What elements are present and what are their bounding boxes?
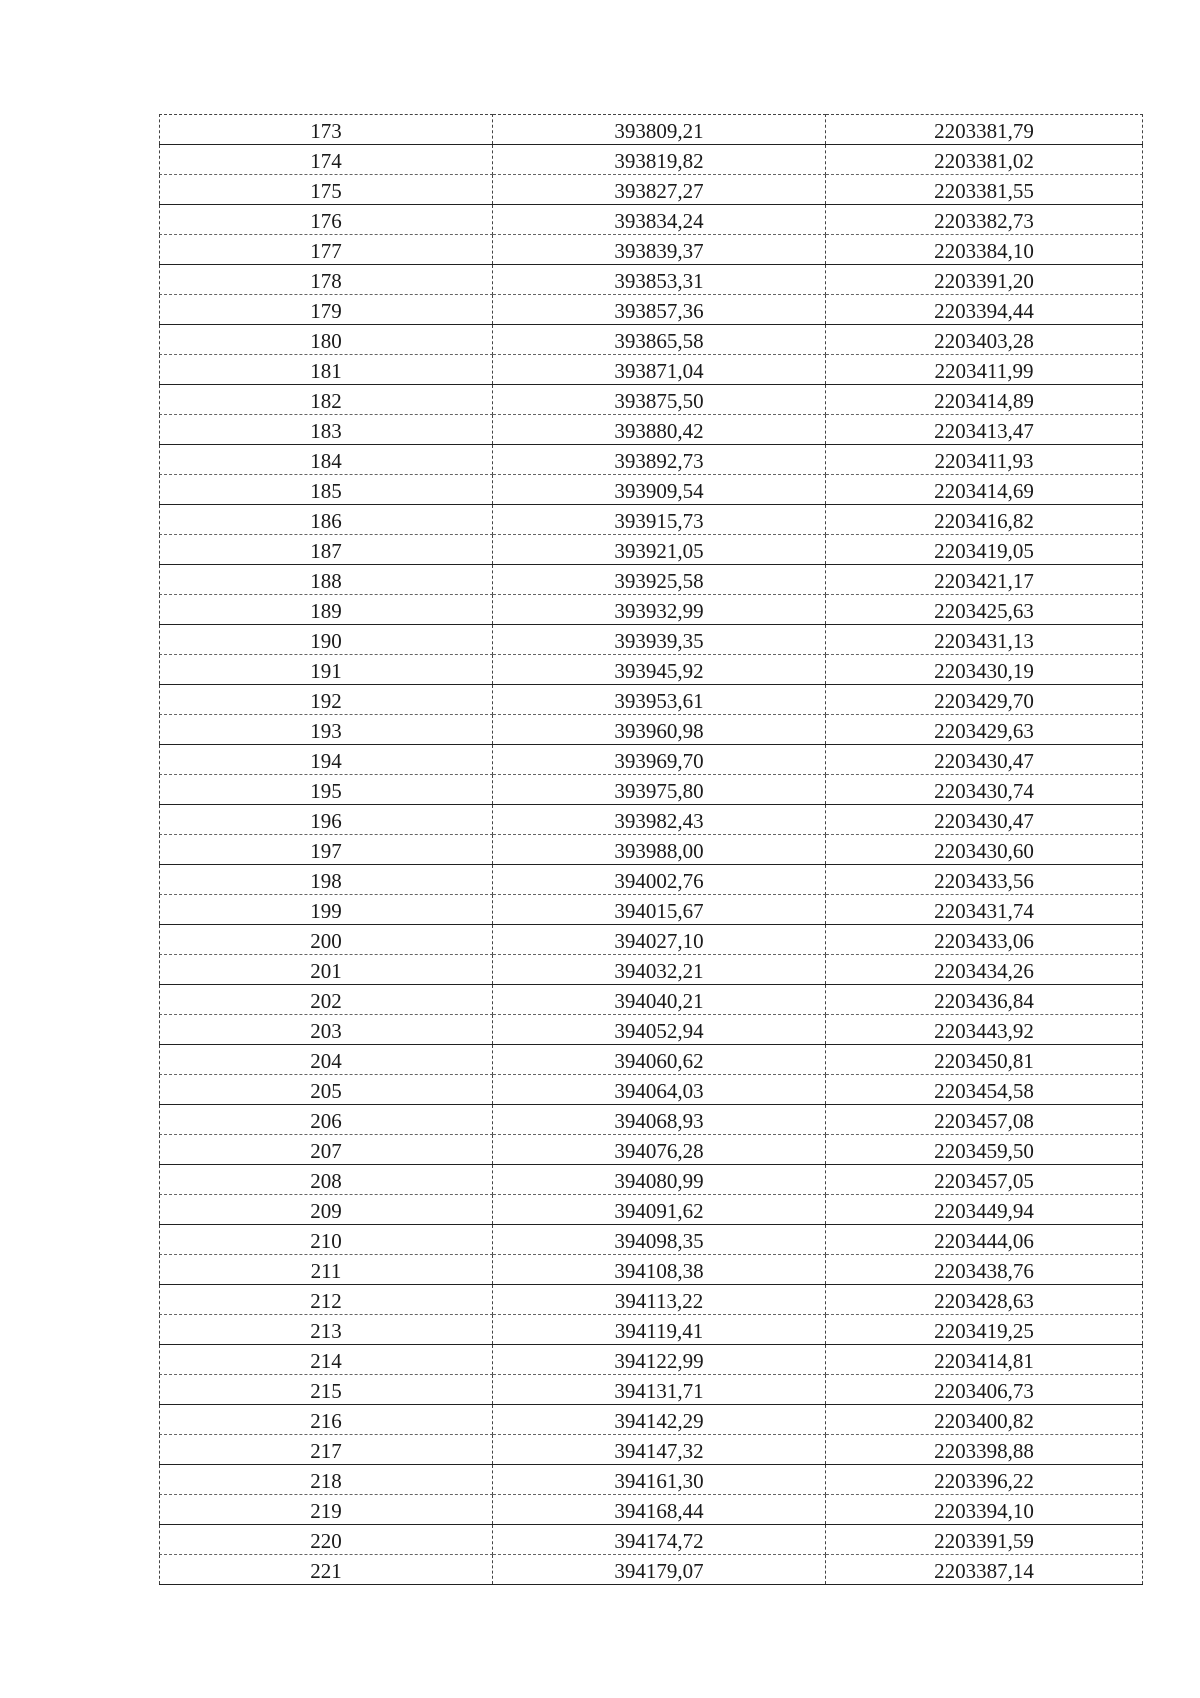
table-row [160, 925, 1143, 955]
x-coordinate-cell: 394142,29 [493, 1405, 826, 1435]
table-row [160, 205, 1143, 235]
point-number-cell: 198 [160, 865, 493, 895]
table-row [160, 535, 1143, 565]
point-number-cell: 221 [160, 1555, 493, 1585]
y-coordinate-cell: 2203430,19 [826, 655, 1143, 685]
y-coordinate-cell: 2203414,81 [826, 1345, 1143, 1375]
x-coordinate-cell: 394068,93 [493, 1105, 826, 1135]
y-coordinate-cell: 2203429,63 [826, 715, 1143, 745]
point-number-cell: 219 [160, 1495, 493, 1525]
y-coordinate-cell: 2203394,44 [826, 295, 1143, 325]
y-coordinate-cell: 2203400,82 [826, 1405, 1143, 1435]
y-coordinate-cell: 2203433,56 [826, 865, 1143, 895]
y-coordinate-cell: 2203406,73 [826, 1375, 1143, 1405]
table-row [160, 715, 1143, 745]
table-row [160, 505, 1143, 535]
x-coordinate-cell: 394098,35 [493, 1225, 826, 1255]
y-coordinate-cell: 2203449,94 [826, 1195, 1143, 1225]
y-coordinate-cell: 2203381,55 [826, 175, 1143, 205]
y-coordinate-cell: 2203430,60 [826, 835, 1143, 865]
point-number-cell: 176 [160, 205, 493, 235]
x-coordinate-cell: 394161,30 [493, 1465, 826, 1495]
point-number-cell: 188 [160, 565, 493, 595]
point-number-cell: 203 [160, 1015, 493, 1045]
table-row [160, 685, 1143, 715]
y-coordinate-cell: 2203428,63 [826, 1285, 1143, 1315]
point-number-cell: 177 [160, 235, 493, 265]
x-coordinate-cell: 394015,67 [493, 895, 826, 925]
point-number-cell: 185 [160, 475, 493, 505]
point-number-cell: 193 [160, 715, 493, 745]
table-row [160, 475, 1143, 505]
y-coordinate-cell: 2203431,74 [826, 895, 1143, 925]
table-row [160, 295, 1143, 325]
table-row [160, 1435, 1143, 1465]
x-coordinate-cell: 393865,58 [493, 325, 826, 355]
y-coordinate-cell: 2203414,89 [826, 385, 1143, 415]
point-number-cell: 218 [160, 1465, 493, 1495]
table-row [160, 325, 1143, 355]
x-coordinate-cell: 394179,07 [493, 1555, 826, 1585]
x-coordinate-cell: 393827,27 [493, 175, 826, 205]
table-row [160, 1495, 1143, 1525]
point-number-cell: 173 [160, 115, 493, 145]
x-coordinate-cell: 393809,21 [493, 115, 826, 145]
point-number-cell: 182 [160, 385, 493, 415]
coordinates-table-body [160, 115, 1143, 1585]
point-number-cell: 180 [160, 325, 493, 355]
y-coordinate-cell: 2203416,82 [826, 505, 1143, 535]
table-row [160, 655, 1143, 685]
table-row [160, 445, 1143, 475]
table-row [160, 955, 1143, 985]
y-coordinate-cell: 2203403,28 [826, 325, 1143, 355]
table-row [160, 1555, 1143, 1585]
x-coordinate-cell: 394174,72 [493, 1525, 826, 1555]
x-coordinate-cell: 393857,36 [493, 295, 826, 325]
x-coordinate-cell: 393945,92 [493, 655, 826, 685]
x-coordinate-cell: 393988,00 [493, 835, 826, 865]
point-number-cell: 220 [160, 1525, 493, 1555]
x-coordinate-cell: 394091,62 [493, 1195, 826, 1225]
point-number-cell: 216 [160, 1405, 493, 1435]
table-row [160, 235, 1143, 265]
table-row [160, 145, 1143, 175]
table-row [160, 355, 1143, 385]
table-row [160, 1225, 1143, 1255]
point-number-cell: 192 [160, 685, 493, 715]
point-number-cell: 210 [160, 1225, 493, 1255]
x-coordinate-cell: 394119,41 [493, 1315, 826, 1345]
table-row [160, 1255, 1143, 1285]
point-number-cell: 178 [160, 265, 493, 295]
point-number-cell: 189 [160, 595, 493, 625]
table-row [160, 595, 1143, 625]
y-coordinate-cell: 2203419,25 [826, 1315, 1143, 1345]
table-row [160, 745, 1143, 775]
x-coordinate-cell: 393839,37 [493, 235, 826, 265]
y-coordinate-cell: 2203413,47 [826, 415, 1143, 445]
table-row [160, 805, 1143, 835]
x-coordinate-cell: 394064,03 [493, 1075, 826, 1105]
table-row [160, 1285, 1143, 1315]
y-coordinate-cell: 2203381,79 [826, 115, 1143, 145]
x-coordinate-cell: 394108,38 [493, 1255, 826, 1285]
point-number-cell: 211 [160, 1255, 493, 1285]
point-number-cell: 187 [160, 535, 493, 565]
x-coordinate-cell: 393909,54 [493, 475, 826, 505]
point-number-cell: 217 [160, 1435, 493, 1465]
table-row [160, 1195, 1143, 1225]
y-coordinate-cell: 2203381,02 [826, 145, 1143, 175]
y-coordinate-cell: 2203430,47 [826, 745, 1143, 775]
x-coordinate-cell: 394131,71 [493, 1375, 826, 1405]
table-row [160, 1045, 1143, 1075]
x-coordinate-cell: 394002,76 [493, 865, 826, 895]
table-row [160, 265, 1143, 295]
x-coordinate-cell: 393969,70 [493, 745, 826, 775]
y-coordinate-cell: 2203431,13 [826, 625, 1143, 655]
table-row [160, 1375, 1143, 1405]
point-number-cell: 186 [160, 505, 493, 535]
point-number-cell: 175 [160, 175, 493, 205]
y-coordinate-cell: 2203436,84 [826, 985, 1143, 1015]
point-number-cell: 207 [160, 1135, 493, 1165]
y-coordinate-cell: 2203457,05 [826, 1165, 1143, 1195]
table-row [160, 565, 1143, 595]
x-coordinate-cell: 393960,98 [493, 715, 826, 745]
y-coordinate-cell: 2203391,59 [826, 1525, 1143, 1555]
y-coordinate-cell: 2203459,50 [826, 1135, 1143, 1165]
point-number-cell: 199 [160, 895, 493, 925]
point-number-cell: 191 [160, 655, 493, 685]
point-number-cell: 190 [160, 625, 493, 655]
y-coordinate-cell: 2203382,73 [826, 205, 1143, 235]
y-coordinate-cell: 2203430,47 [826, 805, 1143, 835]
table-row [160, 1015, 1143, 1045]
y-coordinate-cell: 2203411,93 [826, 445, 1143, 475]
x-coordinate-cell: 393834,24 [493, 205, 826, 235]
point-number-cell: 184 [160, 445, 493, 475]
table-row [160, 385, 1143, 415]
table-row [160, 835, 1143, 865]
point-number-cell: 202 [160, 985, 493, 1015]
point-number-cell: 208 [160, 1165, 493, 1195]
x-coordinate-cell: 394080,99 [493, 1165, 826, 1195]
x-coordinate-cell: 393819,82 [493, 145, 826, 175]
point-number-cell: 179 [160, 295, 493, 325]
point-number-cell: 200 [160, 925, 493, 955]
point-number-cell: 183 [160, 415, 493, 445]
x-coordinate-cell: 393875,50 [493, 385, 826, 415]
y-coordinate-cell: 2203396,22 [826, 1465, 1143, 1495]
y-coordinate-cell: 2203421,17 [826, 565, 1143, 595]
y-coordinate-cell: 2203450,81 [826, 1045, 1143, 1075]
y-coordinate-cell: 2203425,63 [826, 595, 1143, 625]
x-coordinate-cell: 393982,43 [493, 805, 826, 835]
point-number-cell: 213 [160, 1315, 493, 1345]
y-coordinate-cell: 2203457,08 [826, 1105, 1143, 1135]
point-number-cell: 174 [160, 145, 493, 175]
table-row [160, 175, 1143, 205]
point-number-cell: 215 [160, 1375, 493, 1405]
x-coordinate-cell: 393975,80 [493, 775, 826, 805]
table-row [160, 1105, 1143, 1135]
y-coordinate-cell: 2203419,05 [826, 535, 1143, 565]
y-coordinate-cell: 2203391,20 [826, 265, 1143, 295]
point-number-cell: 212 [160, 1285, 493, 1315]
x-coordinate-cell: 393853,31 [493, 265, 826, 295]
y-coordinate-cell: 2203438,76 [826, 1255, 1143, 1285]
x-coordinate-cell: 394052,94 [493, 1015, 826, 1045]
point-number-cell: 214 [160, 1345, 493, 1375]
point-number-cell: 209 [160, 1195, 493, 1225]
point-number-cell: 196 [160, 805, 493, 835]
y-coordinate-cell: 2203430,74 [826, 775, 1143, 805]
x-coordinate-cell: 394168,44 [493, 1495, 826, 1525]
y-coordinate-cell: 2203384,10 [826, 235, 1143, 265]
table-row [160, 1135, 1143, 1165]
table-row [160, 1465, 1143, 1495]
x-coordinate-cell: 393932,99 [493, 595, 826, 625]
point-number-cell: 181 [160, 355, 493, 385]
y-coordinate-cell: 2203443,92 [826, 1015, 1143, 1045]
table-row [160, 1315, 1143, 1345]
y-coordinate-cell: 2203434,26 [826, 955, 1143, 985]
x-coordinate-cell: 393921,05 [493, 535, 826, 565]
point-number-cell: 205 [160, 1075, 493, 1105]
x-coordinate-cell: 393939,35 [493, 625, 826, 655]
x-coordinate-cell: 394113,22 [493, 1285, 826, 1315]
table-row [160, 1165, 1143, 1195]
coordinates-table [159, 114, 1143, 1585]
x-coordinate-cell: 394076,28 [493, 1135, 826, 1165]
y-coordinate-cell: 2203398,88 [826, 1435, 1143, 1465]
table-row [160, 1525, 1143, 1555]
x-coordinate-cell: 394027,10 [493, 925, 826, 955]
x-coordinate-cell: 394147,32 [493, 1435, 826, 1465]
x-coordinate-cell: 393880,42 [493, 415, 826, 445]
y-coordinate-cell: 2203387,14 [826, 1555, 1143, 1585]
y-coordinate-cell: 2203394,10 [826, 1495, 1143, 1525]
point-number-cell: 194 [160, 745, 493, 775]
table-row [160, 895, 1143, 925]
x-coordinate-cell: 394122,99 [493, 1345, 826, 1375]
table-row [160, 1345, 1143, 1375]
table-row [160, 415, 1143, 445]
x-coordinate-cell: 394040,21 [493, 985, 826, 1015]
table-row [160, 985, 1143, 1015]
point-number-cell: 195 [160, 775, 493, 805]
x-coordinate-cell: 393871,04 [493, 355, 826, 385]
point-number-cell: 206 [160, 1105, 493, 1135]
y-coordinate-cell: 2203454,58 [826, 1075, 1143, 1105]
y-coordinate-cell: 2203429,70 [826, 685, 1143, 715]
x-coordinate-cell: 393915,73 [493, 505, 826, 535]
table-row [160, 1405, 1143, 1435]
y-coordinate-cell: 2203433,06 [826, 925, 1143, 955]
y-coordinate-cell: 2203444,06 [826, 1225, 1143, 1255]
x-coordinate-cell: 394032,21 [493, 955, 826, 985]
table-row [160, 115, 1143, 145]
y-coordinate-cell: 2203411,99 [826, 355, 1143, 385]
x-coordinate-cell: 393953,61 [493, 685, 826, 715]
y-coordinate-cell: 2203414,69 [826, 475, 1143, 505]
table-row [160, 625, 1143, 655]
table-row [160, 865, 1143, 895]
point-number-cell: 201 [160, 955, 493, 985]
point-number-cell: 197 [160, 835, 493, 865]
table-row [160, 775, 1143, 805]
point-number-cell: 204 [160, 1045, 493, 1075]
x-coordinate-cell: 394060,62 [493, 1045, 826, 1075]
x-coordinate-cell: 393892,73 [493, 445, 826, 475]
x-coordinate-cell: 393925,58 [493, 565, 826, 595]
table-row [160, 1075, 1143, 1105]
